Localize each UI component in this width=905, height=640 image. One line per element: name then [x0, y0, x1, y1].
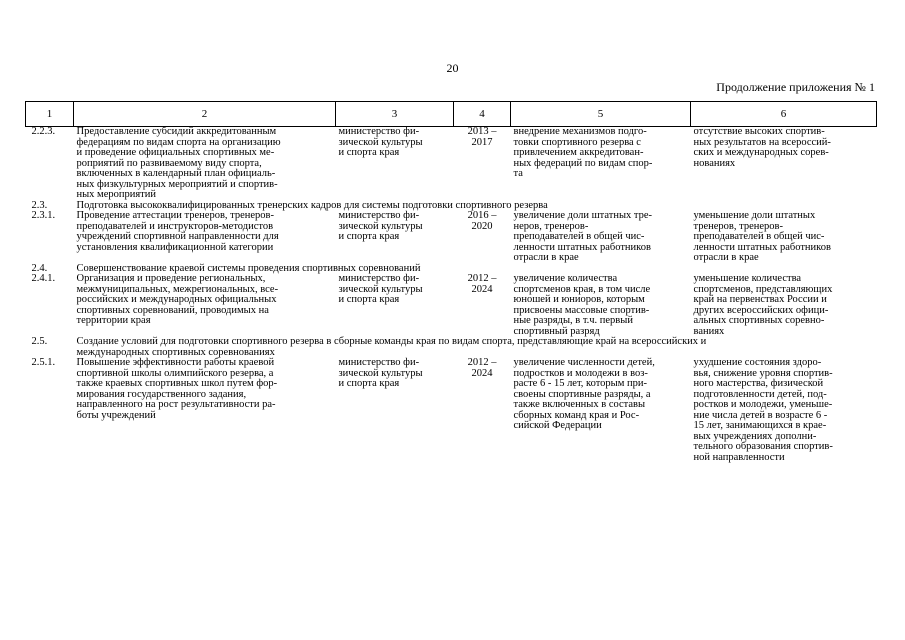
result-cell-line: также включенных в составы	[513, 399, 646, 410]
section-title-line: Подготовка высококвалифицированных тренерских кадров для системы подготовки спортивного резерва	[76, 199, 548, 211]
years-cell-line: 2016 –	[467, 210, 497, 221]
result-cell-line: спортсменов края, в том числе	[513, 283, 651, 295]
consequence-cell-line: ных результатов на всероссий-	[693, 136, 831, 148]
executor-cell-line: и спорта края	[338, 147, 400, 158]
executor-cell-line: министерство фи-	[338, 210, 420, 221]
executor-cell-line: министерство фи-	[338, 357, 420, 368]
result-cell-line: сийской Федерации	[513, 420, 602, 431]
executor-cell	[336, 211, 454, 264]
activity-cell-line: Проведение аттестации тренеров, тренеров-	[76, 210, 275, 221]
activity-cell	[74, 211, 336, 264]
consequence-cell-line: ских и международных сорев-	[693, 147, 829, 158]
activity-cell	[74, 127, 336, 201]
consequence-cell-line: ленности штатных работников	[693, 241, 831, 253]
row-number: 2.4.	[31, 262, 48, 274]
table-row	[26, 274, 877, 337]
result-cell-line: преподавателей в общей чис-	[513, 231, 645, 242]
row-number: 2.5.	[31, 336, 48, 347]
years-cell-line: 2024	[471, 283, 493, 295]
years-cell-line: 2013 –	[467, 126, 497, 137]
result-cell-line: отрасли в крае	[513, 252, 579, 263]
column-header: 6	[691, 102, 877, 127]
consequence-cell-line: ного мастерства, физической	[693, 378, 824, 389]
result-cell-line: привлечением аккредитован-	[513, 147, 644, 158]
activity-cell	[74, 358, 336, 463]
activity-cell	[74, 274, 336, 337]
table-body	[26, 127, 877, 464]
consequence-cell	[691, 358, 877, 463]
years-cell-line: 2012 –	[467, 273, 497, 284]
row-number: 2.2.3.	[31, 126, 56, 137]
table-row	[26, 358, 877, 463]
page-number: 20	[446, 61, 459, 75]
consequence-cell-line: ваниях	[693, 325, 725, 337]
years-cell-line: 2012 –	[467, 357, 497, 368]
activity-cell-line: также краевых спортивных школ путем фор-	[76, 378, 278, 389]
activity-cell-line: спортивной школы олимпийского резерва, а	[76, 367, 274, 379]
section-row	[26, 337, 877, 358]
row-number: 2.5.1.	[31, 357, 56, 368]
executor-cell-line: зической культуры	[338, 283, 423, 295]
years-cell	[454, 127, 511, 201]
consequence-cell-line: преподавателей в общей чис-	[693, 231, 825, 242]
consequence-cell	[691, 127, 877, 201]
consequence-cell-line: ухудшение состояния здоро-	[693, 357, 822, 368]
result-cell-line: ленности штатных работников	[513, 241, 651, 253]
table-header-row	[26, 102, 877, 127]
result-cell-line: увеличение количества	[513, 273, 618, 284]
table-row	[26, 127, 877, 201]
consequence-cell-line: тренеров, тренеров-	[693, 220, 783, 232]
consequence-cell-line: альных спортивных соревно-	[693, 315, 825, 326]
result-cell-line: увеличение доли штатных тре-	[513, 210, 653, 221]
activity-cell-line: Предоставление субсидий аккредитованным	[76, 126, 277, 137]
result-cell-line: юношей и юниоров, которым	[513, 294, 645, 305]
activity-cell-line: направленного на рост результативности ра-	[76, 399, 276, 410]
executor-cell-line: министерство фи-	[338, 273, 420, 284]
table-row	[26, 211, 877, 264]
consequence-cell-line: 15 лет, занимающихся в крае-	[693, 420, 827, 431]
column-header: 3	[336, 102, 454, 127]
consequence-cell-line: уменьшение доли штатных	[693, 210, 816, 221]
result-cell-line: неров, тренеров-	[513, 220, 589, 232]
result-cell-line: расте 6 - 15 лет, которым при-	[513, 378, 647, 389]
section-title-line: Совершенствование краевой системы проведения спортивных соревнований	[76, 262, 421, 274]
result-cell	[511, 211, 691, 264]
executor-cell-line: зической культуры	[338, 136, 423, 148]
column-header: 5	[511, 102, 691, 127]
row-number: 2.3.	[31, 199, 48, 211]
appendix-continuation-note: Продолжение приложения № 1	[716, 80, 875, 94]
activity-cell-line: роприятий по развиваемому виду спорта,	[76, 157, 262, 169]
consequence-cell-line: край на первенствах России и	[693, 294, 827, 305]
executor-cell	[336, 127, 454, 201]
consequence-cell-line: нованиях	[693, 157, 736, 169]
consequence-cell-line: ростков и молодежи, уменьше-	[693, 399, 833, 410]
activity-cell-line: федерациям по видам спорта на организацию	[76, 136, 281, 148]
consequence-cell-line: других всероссийских офици-	[693, 304, 829, 316]
years-cell-line: 2017	[471, 136, 493, 148]
result-cell	[511, 127, 691, 201]
result-cell-line: та	[513, 168, 523, 179]
consequence-cell-line: вых учреждениях дополни-	[693, 430, 817, 442]
result-cell-line: ных федераций по видам спор-	[513, 157, 653, 169]
activity-cell-line: установления квалификационной категории	[76, 241, 274, 253]
executor-cell-line: зической культуры	[338, 367, 423, 379]
result-cell-line: внедрение механизмов подго-	[513, 126, 647, 137]
row-number: 2.4.1.	[31, 273, 56, 284]
result-cell-line: подростков и молодежи в воз-	[513, 367, 648, 379]
executor-cell-line: зической культуры	[338, 220, 423, 232]
consequence-cell-line: вья, снижение уровня спортив-	[693, 367, 833, 379]
activity-cell-line: территории края	[76, 315, 151, 326]
consequence-cell-line: ной направленности	[693, 451, 785, 463]
result-cell	[511, 274, 691, 337]
section-title-line: Создание условий для подготовки спортивного резерва в сборные команды края по видам спорта, представляющие край на всероссийских и	[76, 336, 707, 347]
activity-cell-line: Повышение эффективности работы краевой	[76, 357, 275, 368]
activity-cell-line: учреждений спортивной направленности для	[76, 231, 279, 242]
executor-cell	[336, 274, 454, 337]
executor-cell-line: и спорта края	[338, 294, 400, 305]
consequence-cell	[691, 211, 877, 264]
years-cell-line: 2020	[471, 220, 493, 232]
column-header: 1	[26, 102, 74, 127]
executor-cell	[336, 358, 454, 463]
executor-cell-line: министерство фи-	[338, 126, 420, 137]
result-cell-line: спортивный разряд	[513, 325, 600, 337]
result-cell	[511, 358, 691, 463]
years-cell	[454, 274, 511, 337]
consequence-cell-line: уменьшение количества	[693, 273, 802, 284]
result-cell-line: увеличение численности детей,	[513, 357, 655, 368]
consequence-cell-line: спортсменов, представляющих	[693, 283, 833, 295]
activity-cell-line: ных мероприятий	[76, 189, 156, 200]
activity-cell-line: преподавателей и инструкторов-методистов	[76, 220, 274, 232]
executor-cell-line: и спорта края	[338, 231, 400, 242]
activity-cell-line: Организация и проведение региональных,	[76, 273, 266, 284]
activity-cell-line: российских и международных официальных	[76, 294, 277, 305]
consequence-cell-line: отрасли в крае	[693, 252, 759, 263]
consequence-cell	[691, 274, 877, 337]
consequence-cell-line: тельного образования спортив-	[693, 441, 833, 452]
result-cell-line: товки спортивного резерва с	[513, 136, 641, 148]
measures-table	[25, 101, 877, 463]
consequence-cell-line: подготовленности детей, под-	[693, 388, 827, 400]
column-header: 4	[454, 102, 511, 127]
years-cell	[454, 358, 511, 463]
years-cell	[454, 211, 511, 264]
executor-cell-line: и спорта края	[338, 378, 400, 389]
section-title	[74, 337, 877, 358]
row-number: 2.3.1.	[31, 210, 56, 221]
section-title-line: международных спортивных соревнованиях	[76, 346, 275, 358]
consequence-cell-line: ние числа детей в возрасте 6 -	[693, 409, 828, 421]
consequence-cell-line: отсутствие высоких спортив-	[693, 126, 825, 137]
column-header: 2	[74, 102, 336, 127]
activity-cell-line: ных физкультурных мероприятий и спортив-	[76, 178, 278, 190]
activity-cell-line: межмуниципальных, межрегиональных, все-	[76, 283, 279, 295]
activity-cell-line: спортивных соревнований, проводимых на	[76, 304, 269, 316]
activity-cell-line: боты учреждений	[76, 409, 156, 421]
years-cell-line: 2024	[471, 367, 493, 379]
result-cell-line: своены спортивные разряды, а	[513, 388, 651, 400]
activity-cell-line: мирования государственного задания,	[76, 388, 247, 400]
result-cell-line: ные разряды, в т.ч. первый	[513, 315, 633, 326]
activity-cell-line: включенных в календарный план официаль-	[76, 168, 276, 179]
activity-cell-line: и проведение официальных спортивных ме-	[76, 147, 275, 158]
result-cell-line: сборных команд края и Рос-	[513, 409, 640, 421]
result-cell-line: присвоены массовые спортив-	[513, 304, 650, 316]
